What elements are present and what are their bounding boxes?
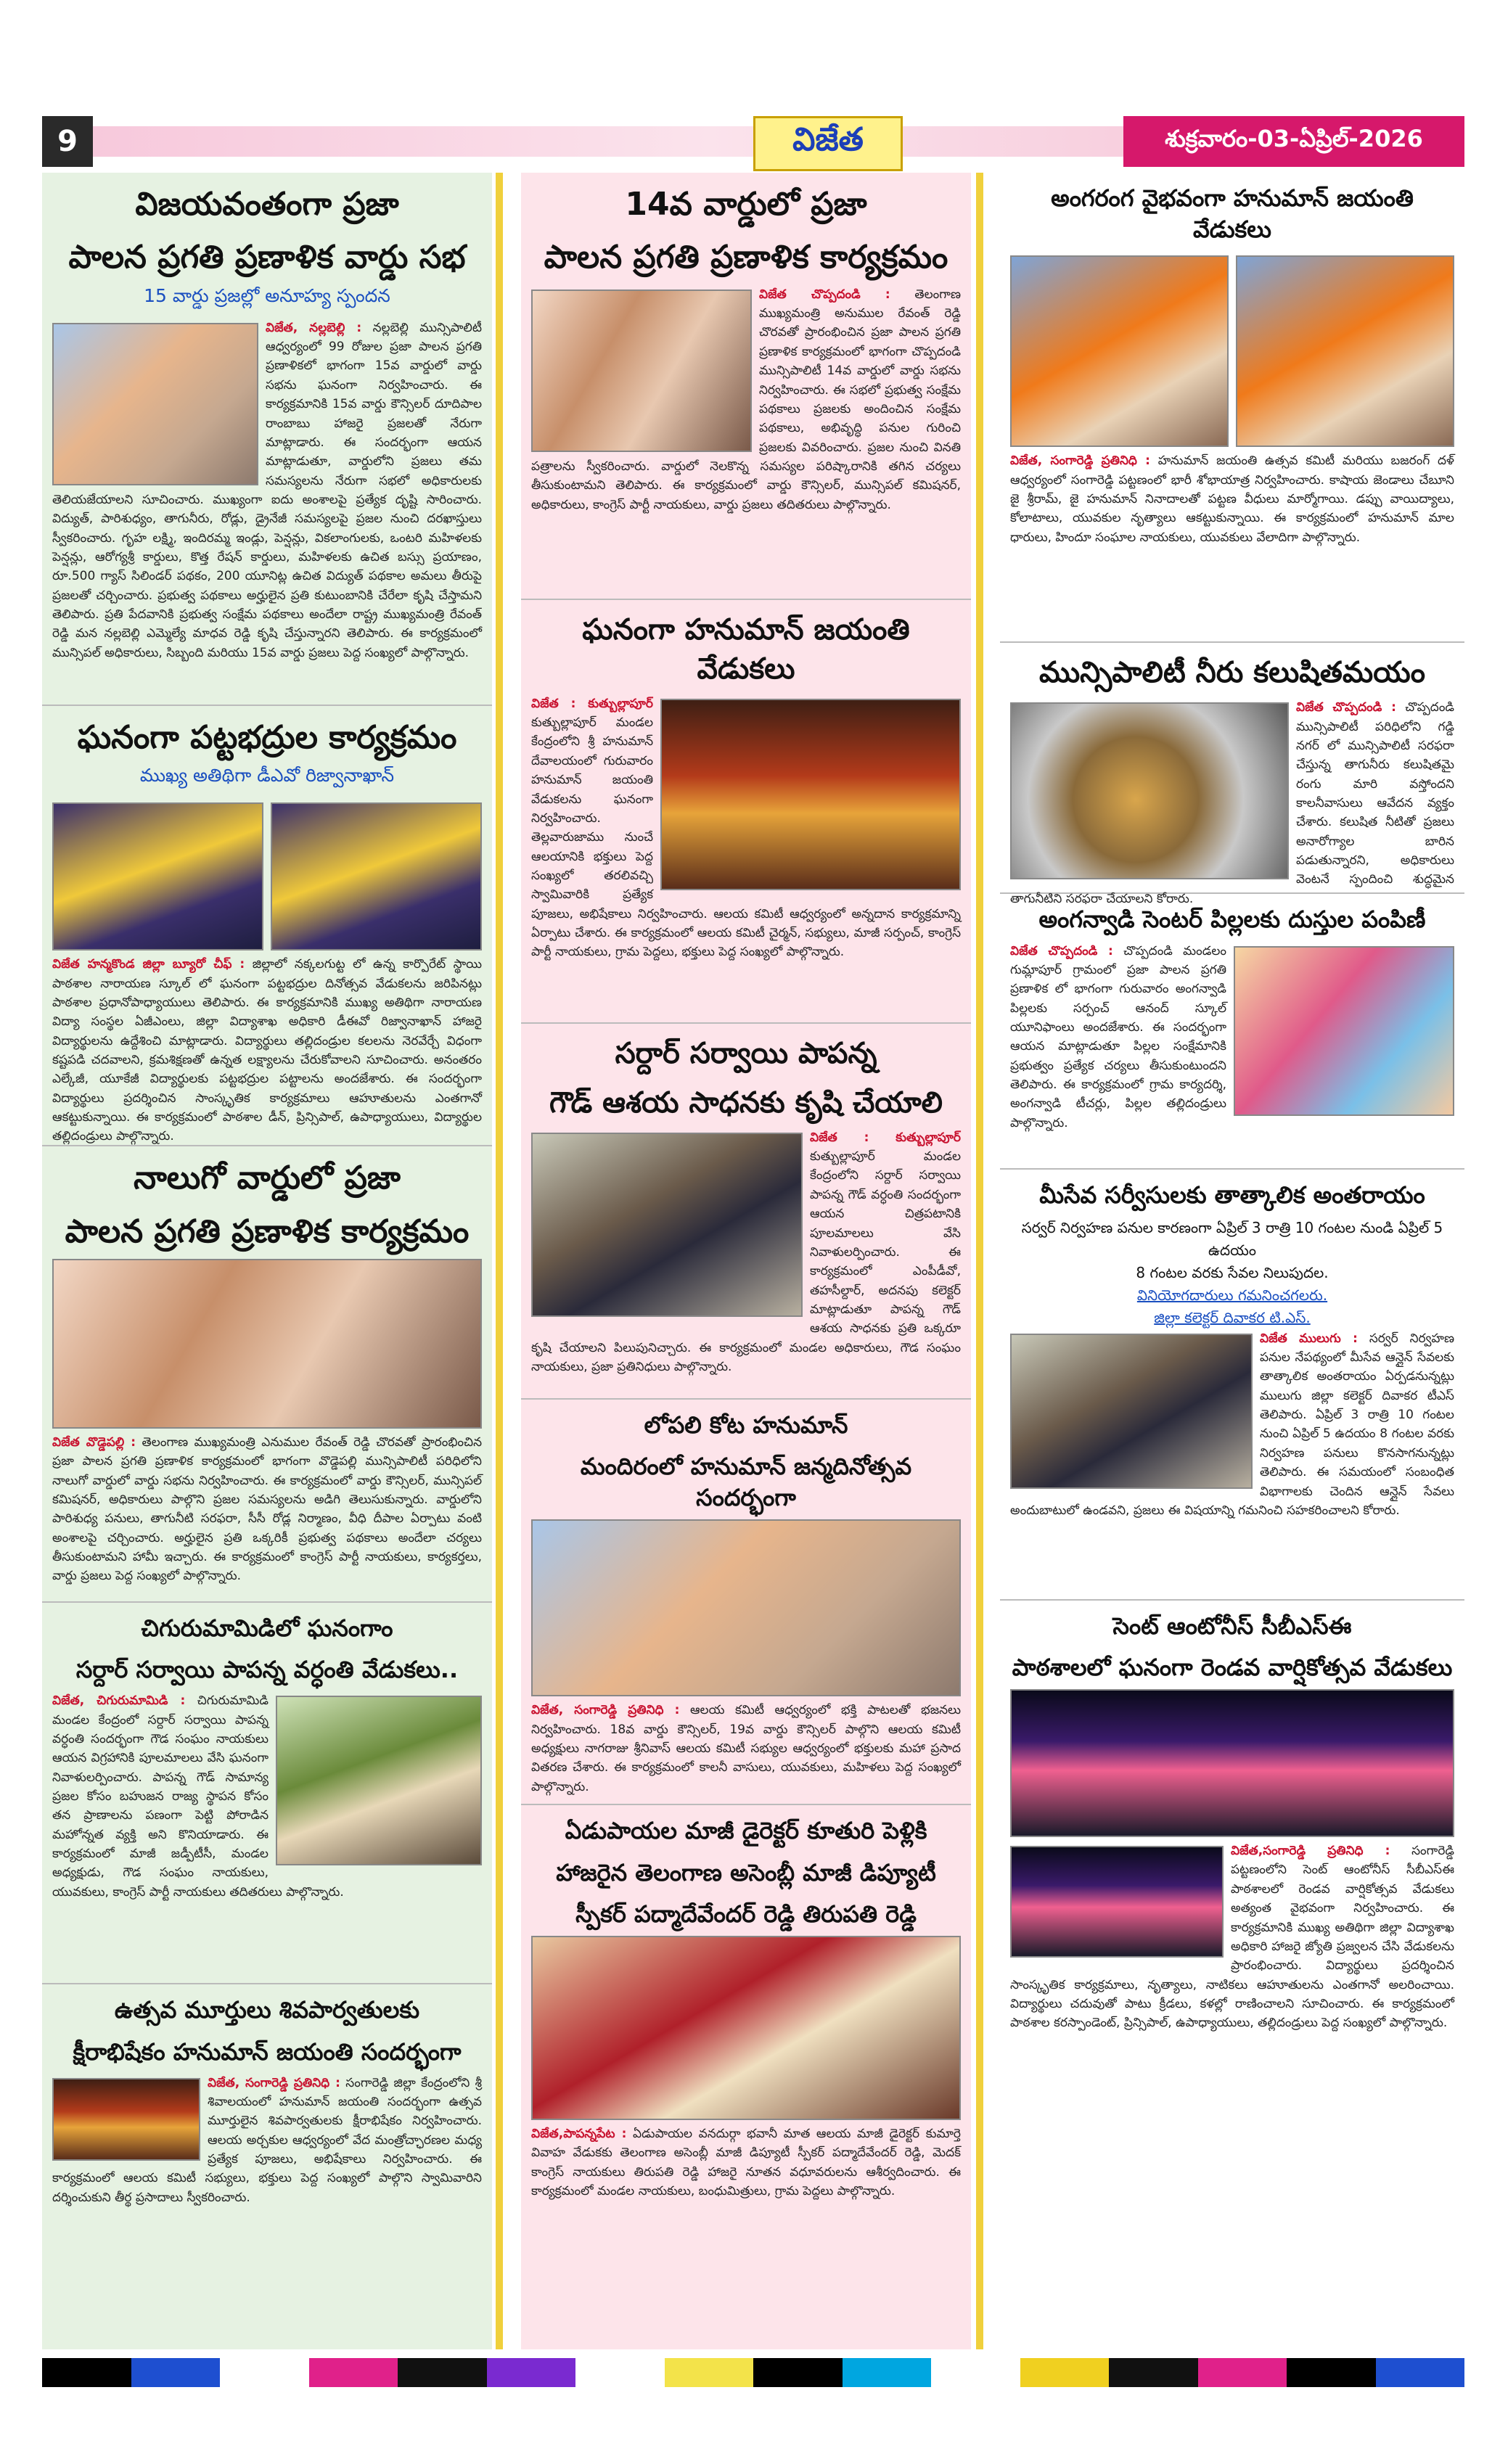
photo [52, 1259, 482, 1429]
article-lopali-kota-hanuman [521, 1410, 971, 1796]
article-text: చొప్పదండి మండలం గుమ్లాపూర్ గ్రామంలో ప్రజా పాలన ప్రగతి ప్రణాళిక లో భాగంగా గురువారం అంగన్వాడి పిల్లలకు సర్పంచ్ ఆనంద్ స్కూల్ యూనిఫాంలు అందజేశారు. ఈ సందర్భంగా ఆయన మాట్లాడుతూ పిల్లల సంక్షేమానికి ప్రభుత్వం ప్రత్యేక చర్యలు తీసుకుంటుందని తెలిపారు. ఈ కార్యక్రమంలో గ్రామ కార్యదర్శి, అంగన్వాడి టీచర్లు, పిల్లల తల్లిదండ్రులు పాల్గొన్నారు. [1010, 943, 1227, 1130]
article-text: జిల్లాలో నక్కలగుట్ట లో ఉన్న కార్పొరేట్ స్థాయి పాఠశాల నారాయణ స్కూల్ లో ఘనంగా పట్టభద్రుల దినోత్సవ వేడుకలను జరిపినట్లు పాఠశాల ప్రధానోపాధ్యాయులు తెలిపారు. ఈ కార్యక్రమానికి ముఖ్య అతిథిగా నారాయణ విద్యా సంస్థల ఏజీఎంలు, జిల్లా విద్యాశాఖ అధికారి డీఈవో రిజ్వానాఖాన్ హాజరై విద్యార్థులను ఉద్దేశించి మాట్లాడారు. విద్యార్థులు తల్లిదండ్రుల కలలను నెరవేర్చే విధంగా కష్టపడి చదవాలని, క్రమశిక్షణతో ఉన్నత లక్ష్యాలను చేరుకోవాలని సూచించారు. అనంతరం ఎల్కేజీ, యూకేజీ విద్యార్థులకు పట్టభద్రుల పట్టాలను అందజేశారు. ఈ సందర్భంగా విద్యార్థులు ప్రదర్శించిన సాంస్కృతిక కార్యక్రమాలు ఆహూతులను ఎంతగానో ఆకట్టుకున్నాయి. ఈ కార్యక్రమంలో పాఠశాల డీన్, ప్రిన్సిపాల్, ఉపాధ్యాయులు, విద్యార్థుల తల్లిదండ్రులు పాల్గొన్నారు. [52, 957, 483, 1144]
article-ksheerabhishekam [42, 1995, 492, 2218]
byline: విజేత చొప్పదండి : [1296, 700, 1396, 715]
photo [660, 699, 961, 890]
notice-line [1010, 1284, 1454, 1307]
article-graduation-day [42, 716, 492, 1144]
byline: విజేత,పాపన్నపేట : [531, 2126, 627, 2141]
article-ward-4 [42, 1157, 492, 1593]
article-text: ఆలయ కమిటీ ఆధ్వర్యంలో భక్తి పాటలతో భజనలు నిర్వహించారు. 18వ వార్డు కౌన్సిలర్, 19వ వార్డు కౌన్సిలర్ పాల్గొని ఆలయ కమిటీ అధ్యక్షులు నాగరాజు శ్రీనివాస్ ఆలయ కమిటీ సభ్యుల ఆధ్వర్యంలో భక్తులకు మహా ప్రసాద వితరణ చేశారు. ఈ కార్యక్రమంలో కాలనీ వాసులు, యువకులు, మహిళలు పెద్ద సంఖ్యలో పాల్గొన్నారు. [531, 1703, 961, 1794]
color-swatch [398, 2358, 487, 2387]
article-wedding-padmadevender [521, 1815, 971, 2299]
color-swatch [309, 2358, 398, 2387]
article-body [531, 1701, 961, 1795]
page-number: 9 [42, 116, 93, 167]
headline: చిగురుమామిడిలో ఘనంగాం [141, 1614, 393, 1642]
article-body [52, 1433, 482, 1593]
headline: లోపలి కోట హనుమాన్ [644, 1410, 848, 1439]
masthead [42, 116, 1464, 167]
notice-line: సర్వర్ నిర్వహణ పనుల కారణంగా ఏప్రిల్ 3 రాత్రి 10 గంటల నుండి ఏప్రిల్ 5 ఉదయం [1021, 1218, 1443, 1259]
color-swatch [220, 2358, 309, 2387]
photo [276, 1696, 482, 1865]
article-body [1010, 451, 1454, 633]
photo [1010, 255, 1229, 447]
headline: సర్దార్ సర్వాయి పాపన్న వర్ధంతి వేడుకలు.. [75, 1656, 459, 1684]
headline: మందిరంలో హనుమాన్ జన్మదినోత్సవ సందర్భంగా [580, 1452, 912, 1512]
color-swatch [1198, 2358, 1287, 2387]
article-ward-14 [521, 183, 971, 590]
color-swatch [931, 2358, 1020, 2387]
color-swatch [42, 2358, 131, 2387]
article-anganwadi-clothes [1000, 904, 1464, 1159]
article-body [531, 2124, 961, 2299]
byline: విజేత వొడ్డెపల్లి : [52, 1434, 136, 1450]
photo [52, 323, 258, 485]
headline: స్పీకర్ పద్మాదేవేందర్ రెడ్డి తిరుపతి రెడ్డి [575, 1900, 917, 1928]
article-text: కుత్బుల్లాపూర్ మండల కేంద్రంలోని శ్రీ హనుమాన్ దేవాలయంలో గురువారం హనుమాన్ జయంతి వేడుకలను ఘనంగా నిర్వహించారు. తెల్లవారుజాము నుంచే ఆలయానికి భక్తులు పెద్ద సంఖ్యలో తరలివచ్చి స్వామివారికి ప్రత్యేక పూజలు, అభిషేకాలు నిర్వహించారు. ఆలయ కమిటీ ఆధ్వర్యంలో అన్నదాన కార్యక్రమాన్ని ఏర్పాటు చేశారు. ఈ కార్యక్రమంలో ఆలయ కమిటీ చైర్మన్, సభ్యులు, మాజీ సర్పంచ్, కాంగ్రెస్ పార్టీ నాయకులు, గ్రామ పెద్దలు, భక్తులు పెద్ద సంఖ్యలో పాల్గొన్నారు. [531, 715, 961, 960]
byline: విజేత,సంగారెడ్డి ప్రతినిధి : [1231, 1844, 1390, 1859]
color-swatch [575, 2358, 665, 2387]
byline: విజేత, నల్లబెల్లి : [266, 320, 362, 335]
article-meeseva-interruption [1000, 1180, 1464, 1590]
print-color-bar [42, 2358, 1464, 2387]
article-text: తెలంగాణ ముఖ్యమంత్రి ఎనుముల రేవంత్ రెడ్డి చొరవతో ప్రారంభించిన ప్రజా పాలన ప్రగతి ప్రణాళిక కార్యక్రమంలో భాగంగా వొడ్డెపల్లి మున్సిపాలిటీ పరిధిలోని నాలుగో వార్డులో వార్డు సభను నిర్వహించారు. ఈ కార్యక్రమంలో వార్డు కౌన్సిలర్, మున్సిపల్ కమిషనర్, అధికారులు పాల్గొని ప్రజల సమస్యలను అడిగి తెలుసుకున్నారు. వార్డులోని పారిశుధ్య పనులు, తాగునీటి సరఫరా, సీసీ రోడ్ల నిర్మాణం, వీధి దీపాల ఏర్పాటు వంటి అంశాలపై చర్చించారు. అర్హులైన ప్రతి ఒక్కరికీ ప్రభుత్వ పథకాలు అందేలా చర్యలు తీసుకుంటామని హామీ ఇచ్చారు. ఈ కార్యక్రమంలో కాంగ్రెస్ పార్టీ నాయకులు, కార్యకర్తలు, వార్డు ప్రజలు పెద్ద సంఖ్యలో పాల్గొన్నారు. [52, 1434, 482, 1584]
photo [531, 289, 752, 452]
headline: క్షీరాభిషేకం హనుమాన్ జయంతి సందర్భంగా [73, 2037, 462, 2066]
byline: విజేత, సంగారెడ్డి ప్రతినిధి : [531, 1703, 680, 1718]
column-separator [496, 173, 503, 2349]
article-st-antonys-annual-day [1000, 1611, 1464, 2081]
article-text: సర్వర్ నిర్వహణ పనుల నేపథ్యంలో మీసేవ ఆన్లైన్ సేవలకు తాత్కాలిక అంతరాయం ఏర్పడనున్నట్లు ములుగు జిల్లా కలెక్టర్ దివాకర టీఎస్ తెలిపారు. ఏప్రిల్ 3 రాత్రి 10 గంటల నుంచి ఏప్రిల్ 5 ఉదయం 8 గంటల వరకు నిర్వహణ పనులు కొనసాగనున్నట్లు తెలిపారు. ఈ సమయంలో సంబంధిత విభాగాలకు చెందిన ఆన్లైన్ సేవలు అందుబాటులో ఉండవని, ప్రజలు ఈ విషయాన్ని గమనించి సహకరించాలని కోరారు. [1010, 1331, 1454, 1518]
notice-link-text: జిల్లా కలెక్టర్ దివాకర టి.ఎస్. [1154, 1308, 1311, 1326]
article-text: ఏడుపాయల వనదుర్గా భవానీ మాత ఆలయ మాజీ డైరెక్టర్ కుమార్తె వివాహ వేడుకకు తెలంగాణ అసెంబ్లీ మాజీ డిప్యూటీ స్పీకర్ పద్మాదేవేందర్ రెడ్డి, మెదక్ కాంగ్రెస్ నాయకులు తిరుపతి రెడ్డి హాజరై నూతన వధూవరులను ఆశీర్వదించారు. ఈ కార్యక్రమంలో మండల నాయకులు, బంధుమిత్రులు, గ్రామ పెద్దలు పాల్గొన్నారు. [531, 2126, 961, 2198]
article-ward-sabha-15 [42, 183, 492, 696]
headline: గౌడ్ ఆశయ సాధనకు కృషి చేయాలి [549, 1085, 943, 1120]
article-text: కుత్బుల్లాపూర్ మండల కేంద్రంలోని సర్దార్ సర్వాయి పాపన్న గౌడ్ వర్ధంతి సందర్భంగా ఆయన చిత్రపటానికి పూలమాలలు వేసి నివాళులర్పించారు. ఈ కార్యక్రమంలో ఎంపీడీవో, తహసీల్దార్, అదనపు కలెక్టర్ మాట్లాడుతూ పాపన్న గౌడ్ ఆశయ సాధనకు ప్రతి ఒక్కరూ కృషి చేయాలని పిలుపునిచ్చారు. ఈ కార్యక్రమంలో మండల అధికారులు, గౌడ సంఘం నాయకులు, ప్రజా ప్రతినిధులు పాల్గొన్నారు. [531, 1149, 961, 1374]
article-text: నల్లబెల్లి మున్సిపాలిటీ ఆధ్వర్యంలో 99 రోజుల ప్రజా పాలన ప్రగతి ప్రణాళికలో భాగంగా 15వ వార్డులో వార్డు సభను ఘనంగా నిర్వహించారు. ఈ కార్యక్రమానికి 15వ వార్డు కౌన్సిలర్ దూదిపాల రాంబాబు హాజరై ప్రజలతో నేరుగా మాట్లాడారు. ఈ సందర్భంగా ఆయన మాట్లాడుతూ, వార్డులోని ప్రజలు తమ సమస్యలను నేరుగా సభలో అధికారులకు తెలియజేయాలని సూచించారు. ముఖ్యంగా ఐదు అంశాలపై ప్రత్యేక దృష్టి సారించారు. విద్యుత్, పారిశుధ్యం, తాగునీరు, రోడ్లు, డ్రైనేజీ సమస్యలపై ప్రజల నుంచి దరఖాస్తులు స్వీకరించారు. గృహ లక్ష్మి, ఇందిరమ్మ ఇండ్లు, పెన్షన్లు, వికలాంగులకు, ఒంటరి మహిళలకు పెన్షన్లు, ఆరోగ్యశ్రీ కార్డులు, కొత్త రేషన్ కార్డులు, మహిళలకు ఉచిత బస్సు ప్రయాణం, రూ.500 గ్యాస్ సిలిండర్ పథకం, 200 యూనిట్ల ఉచిత విద్యుత్ పథకాల అమలు తీరుపై ప్రజలతో చర్చించారు. ప్రభుత్వ పథకాలు అర్హులైన ప్రతి కుటుంబానికి చేరేలా కృషి చేస్తామని తెలిపారు. ప్రతి పేదవానికి ప్రభుత్వ సంక్షేమ పథకాలు అందేలా రాష్ట్ర ముఖ్యమంత్రి రేవంత్ రెడ్డి మన నల్లబెల్లి ఎమ్మెల్యే మాధవ రెడ్డి కృషి చేస్తున్నారని తెలిపారు. ఈ కార్యక్రమంలో మున్సిపల్ అధికారులు, సిబ్బంది మరియు 15వ వార్డు ప్రజలు పెద్ద సంఖ్యలో పాల్గొన్నారు. [52, 320, 482, 660]
headline: విజయవంతంగా ప్రజా [135, 186, 399, 223]
photo [52, 802, 263, 950]
headline: పాఠశాలలో ఘనంగా రెండవ వార్షికోత్సవ వేడుకలు [1012, 1653, 1453, 1681]
color-swatch [131, 2358, 221, 2387]
byline: విజేత, చిగురుమామిడి : [52, 1693, 186, 1709]
headline: ఘనంగా పట్టభద్రుల కార్యక్రమం [77, 718, 457, 756]
notice-line: 8 గంటల వరకు సేవల నిలుపుదల. [1136, 1263, 1329, 1281]
headline: ఉత్సవ మూర్తులు శివపార్వతులకు [114, 1996, 420, 2024]
notice-link-text: వినియోగదారులు గమనించగలరు. [1136, 1286, 1328, 1304]
article-text: చొప్పదండి మున్సిపాలిటీ పరిధిలోని గడ్డి నగర్ లో మున్సిపాలిటీ సరఫరా చేస్తున్న తాగునీరు కలుషితమై రంగు మారి వస్తోందని కాలనీవాసులు ఆవేదన వ్యక్తం చేశారు. కలుషిత నీటితో ప్రజలు అనారోగ్యాల బారిన పడుతున్నారని, అధికారులు వెంటనే స్పందించి శుద్ధమైన తాగునీటిని సరఫరా చేయాలని కోరారు. [1010, 700, 1455, 906]
color-swatch [1109, 2358, 1198, 2387]
headline: ఘనంగా హనుమాన్ జయంతి వేడుకలు [582, 612, 910, 686]
column-right [1000, 173, 1464, 2349]
byline: విజేత, సంగారెడ్డి ప్రతినిధి : [208, 2075, 340, 2090]
notice-line [1010, 1307, 1454, 1329]
article-text: హనుమాన్ జయంతి ఉత్సవ కమిటీ మరియు బజరంగ్ దళ్ ఆధ్వర్యంలో సంగారెడ్డి పట్టణంలో భారీ శోభాయాత్ర నిర్వహించారు. కాషాయ జెండాలు చేబూని జై శ్రీరామ్, జై హనుమాన్ నినాదాలతో పట్టణ వీధులు మార్మోగాయి. డప్పు వాయిద్యాలు, కోలాటాలు, యువకుల నృత్యాలు ఆకట్టుకున్నాయి. ఈ కార్యక్రమంలో హనుమాన్ మాల ధారులు, హిందూ సంఘాల నాయకులు, యువకులు వేలాదిగా పాల్గొన్నారు. [1010, 453, 1454, 545]
headline: పాలన ప్రగతి ప్రణాళిక కార్యక్రమం [544, 239, 948, 276]
photo [1010, 702, 1289, 879]
headline: సర్దార్ సర్వాయి పాపన్న [615, 1036, 877, 1070]
color-swatch [665, 2358, 754, 2387]
article-text: చిగురుమామిడి మండల కేంద్రంలో సర్దార్ సర్వాయి పాపన్న వర్ధంతి సందర్భంగా గౌడ సంఘం నాయకులు ఆయన విగ్రహానికి పూలమాలలు వేసి ఘనంగా నివాళులర్పించారు. పాపన్న గౌడ్ సామాన్య ప్రజల కోసం బహుజన రాజ్య స్థాపన కోసం తన ప్రాణాలను పణంగా పెట్టి పోరాడిన మహోన్నత వ్యక్తి అని కొనియాడారు. ఈ కార్యక్రమంలో మాజీ జడ్పీటీసీ, మండల అధ్యక్షుడు, గౌడ సంఘం నాయకులు, యువకులు, కాంగ్రెస్ పార్టీ నాయకులు తదితరులు పాల్గొన్నారు. [52, 1693, 344, 1900]
photo [531, 1519, 961, 1696]
article-papanna-goud [521, 1034, 971, 1389]
byline: విజేత చొప్పదండి : [1010, 943, 1113, 958]
byline: విజేత హన్మకొండ జిల్లా బ్యూరో చీఫ్ : [52, 957, 245, 972]
photo [1010, 1689, 1454, 1837]
article-text: సంగారెడ్డి జిల్లా కేంద్రంలోని శ్రీ శివాలయంలో హనుమాన్ జయంతి సందర్భంగా ఉత్సవ మూర్తులైన శివపార్వతులకు క్షీరాభిషేకం నిర్వహించారు. ఆలయ అర్చకుల ఆధ్వర్యంలో వేద మంత్రోచ్ఛారణల మధ్య ప్రత్యేక పూజలు, అభిషేకాలు నిర్వహించారు. ఈ కార్యక్రమంలో ఆలయ కమిటీ సభ్యులు, భక్తులు పెద్ద సంఖ్యలో పాల్గొని స్వామివారిని దర్శించుకుని తీర్థ ప్రసాదాలు స్వీకరించారు. [52, 2075, 482, 2205]
headline: పాలన ప్రగతి ప్రణాళిక కార్యక్రమం [65, 1212, 470, 1250]
byline: విజేత, సంగారెడ్డి ప్రతినిధి : [1010, 453, 1150, 469]
photo [1236, 255, 1454, 447]
article-hanuman-jayanthi-kutbullapur [521, 610, 971, 1014]
photo [1010, 1334, 1253, 1489]
photo [1234, 946, 1454, 1116]
article-text: సంగారెడ్డి పట్టణంలోని సెంట్ ఆంటోనీస్ సీబీఎస్ఈ పాఠశాలలో రెండవ వార్షికోత్సవ వేడుకలు అత్యంత వైభవంగా నిర్వహించారు. ఈ కార్యక్రమానికి ముఖ్య అతిథిగా జిల్లా విద్యాశాఖ అధికారి హాజరై జ్యోతి ప్రజ్వలన చేసి వేడుకలను ప్రారంభించారు. విద్యార్థులు ప్రదర్శించిన సాంస్కృతిక కార్యక్రమాలు, నృత్యాలు, నాటికలు ఆహూతులను ఎంతగానో అలరించాయి. విద్యార్థులు చదువుతో పాటు క్రీడలు, కళల్లో రాణించాలని సూచించారు. ఈ కార్యక్రమంలో పాఠశాల కరస్పాండెంట్, ప్రిన్సిపాల్, ఉపాధ్యాయులు, తల్లిదండ్రులు పెద్ద సంఖ్యలో పాల్గొన్నారు. [1010, 1844, 1454, 2031]
headline: పాలన ప్రగతి ప్రణాళిక వార్డు సభ [68, 239, 466, 276]
column-left [42, 173, 492, 2349]
subheadline: 15 వార్డు ప్రజల్లో అనూహ్య స్పందన [144, 284, 390, 306]
headline: మీసేవ సర్వీసులకు తాత్కాలిక అంతరాయం [1039, 1180, 1425, 1209]
photo [531, 1936, 961, 2120]
headline: అంగరంగ వైభవంగా హనుమాన్ జయంతి వేడుకలు [1051, 184, 1414, 244]
photo [531, 1133, 803, 1317]
color-swatch [487, 2358, 576, 2387]
color-swatch [1376, 2358, 1465, 2387]
headline: ఏడుపాయల మాజీ డైరెక్టర్ కూతురి పెళ్లికి [565, 1817, 927, 1845]
article-hanuman-shobhayatra [1000, 183, 1464, 633]
article-papanna-chigurumamidi [42, 1613, 492, 1974]
color-swatch [753, 2358, 843, 2387]
article-body [52, 955, 483, 1144]
newspaper-logo: విజేత [753, 116, 903, 171]
headline: సెంట్ ఆంటోనీస్ సీబీఎస్ఈ [1112, 1611, 1352, 1640]
headline: 14వ వార్డులో ప్రజా [625, 186, 867, 223]
color-swatch [1287, 2358, 1376, 2387]
headline: హాజరైన తెలంగాణ అసెంబ్లీ మాజీ డిప్యూటీ [556, 1858, 936, 1886]
article-contaminated-water [1000, 653, 1464, 906]
byline: విజేత : కుత్బుల్లాపూర్ [810, 1130, 961, 1145]
byline: విజేత : కుత్బుల్లాపూర్ [531, 696, 653, 711]
headline: మున్సిపాలిటీ నీరు కలుషితమయం [1039, 656, 1425, 690]
color-swatch [1020, 2358, 1110, 2387]
article-text: తెలంగాణ ముఖ్యమంత్రి అనుముల రేవంత్ రెడ్డి చొరవతో ప్రారంభించిన ప్రజా పాలన ప్రగతి ప్రణాళిక కార్యక్రమంలో భాగంగా చొప్పదండి మున్సిపాలిటీ 14వ వార్డులో వార్డు సభను నిర్వహించారు. ఈ సభలో ప్రభుత్వ సంక్షేమ పథకాలు ప్రజలకు అందించిన సంక్షేమ పథకాలు, అభివృద్ధి పనుల గురించి ప్రజలకు వివరించారు. ప్రజల నుంచి వినతి పత్రాలను స్వీకరించారు. వార్డులో నెలకొన్న సమస్యల పరిష్కారానికి తగిన చర్యలు తీసుకుంటామని తెలిపారు. ఈ కార్యక్రమంలో వార్డు కౌన్సిలర్, మున్సిపల్ కమిషనర్, అధికారులు, కాంగ్రెస్ పార్టీ నాయకులు, వార్డు ప్రజలు తదితరులు పాల్గొన్నారు. [531, 287, 961, 512]
issue-date: శుక్రవారం-03-ఏప్రిల్-2026 [1123, 116, 1464, 167]
photo [271, 802, 482, 950]
headline: అంగన్వాడి సెంటర్ పిల్లలకు దుస్తుల పంపిణీ [1038, 905, 1426, 934]
byline: విజేత చొప్పదండి : [759, 287, 890, 302]
photo [1010, 1846, 1224, 1958]
photo [52, 2078, 200, 2161]
color-swatch [843, 2358, 932, 2387]
column-separator [976, 173, 983, 2349]
headline: నాలుగో వార్డులో ప్రజా [134, 1159, 401, 1197]
column-middle [521, 173, 971, 2349]
byline: విజేత ములుగు : [1260, 1331, 1358, 1346]
subheadline: ముఖ్య అతిథిగా డీఎవో రిజ్వానాఖాన్ [139, 765, 395, 787]
